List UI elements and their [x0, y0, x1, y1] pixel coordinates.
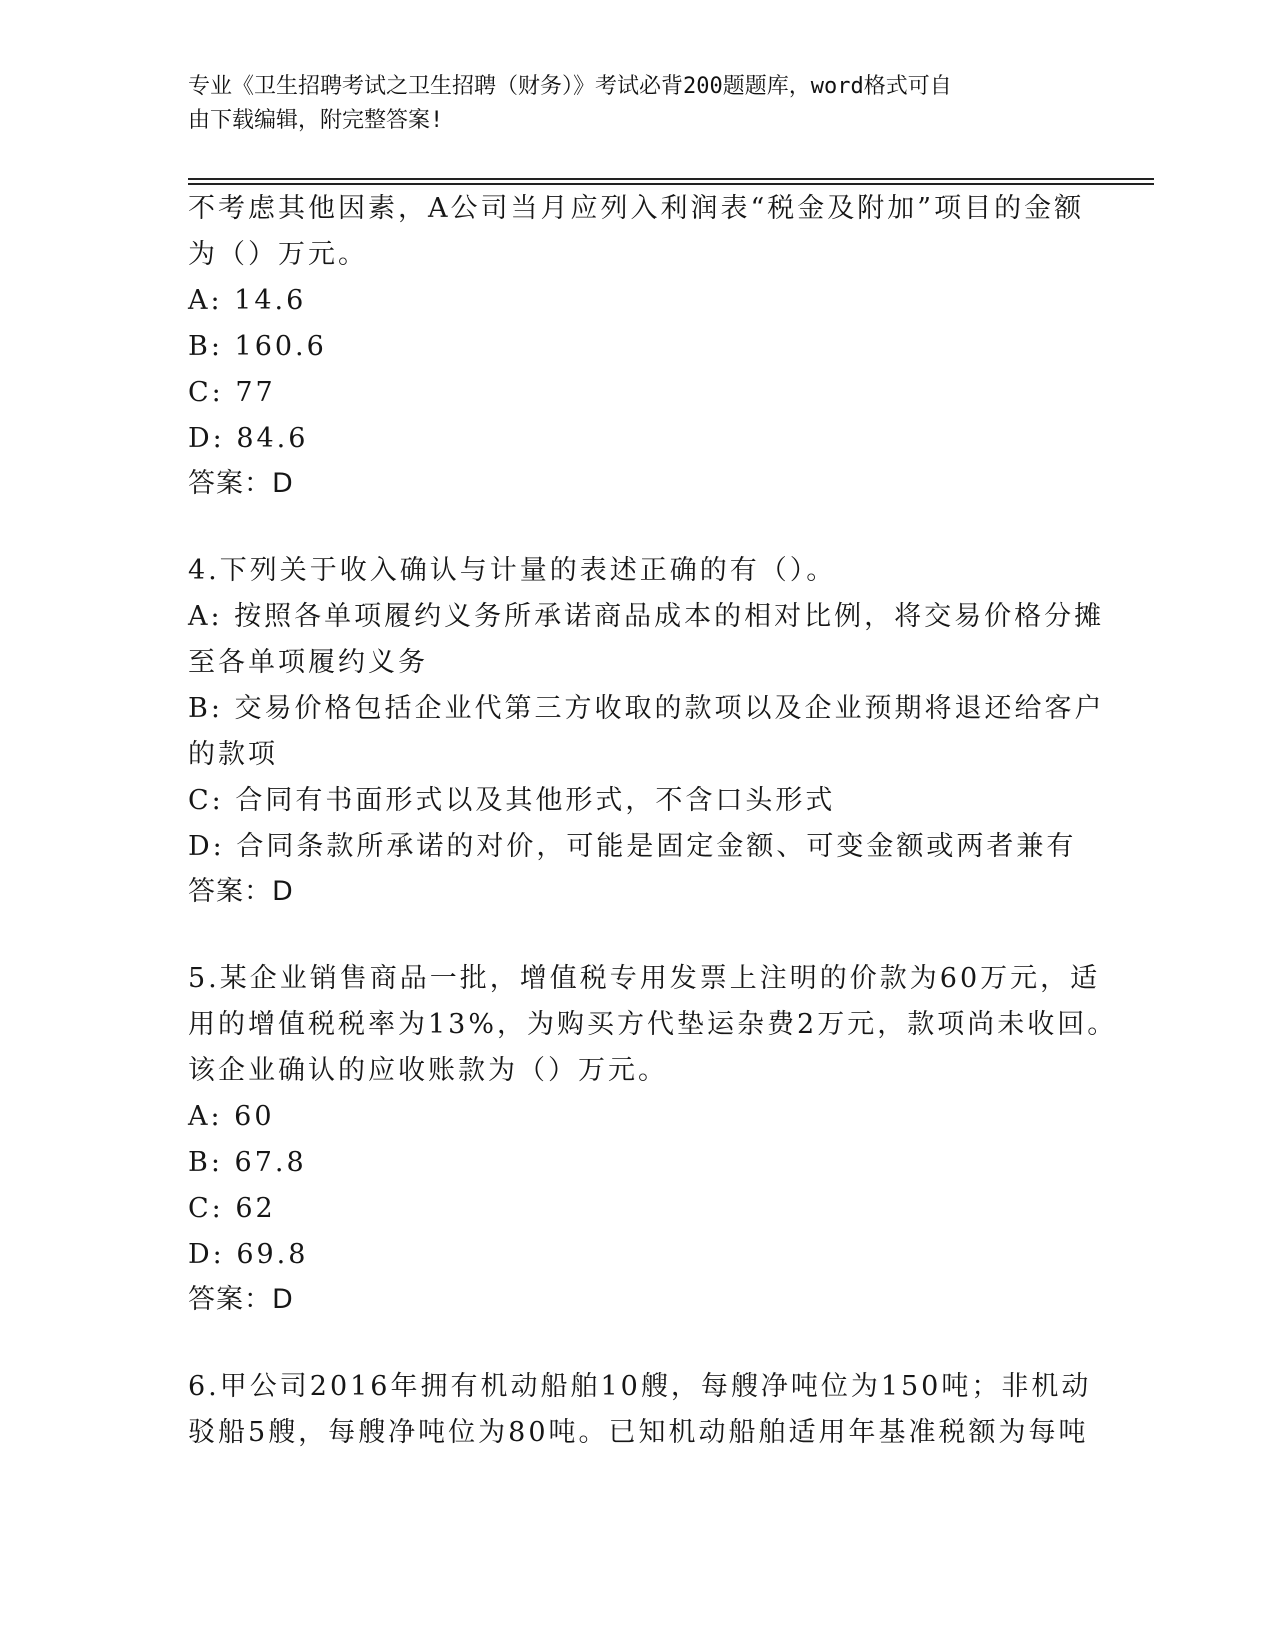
- option-a-continued: 至各单项履约义务: [188, 647, 428, 678]
- option-b: B: 67.8: [188, 1147, 307, 1178]
- spacer: [188, 506, 1088, 548]
- question-4: [188, 548, 1105, 914]
- option-b: B: 160.6: [188, 331, 327, 362]
- spacer: [188, 914, 1088, 956]
- document-body: [188, 186, 1118, 1456]
- question-stem-line: 为（）万元。: [188, 239, 368, 270]
- question-6: [188, 1364, 1092, 1456]
- option-d: D: 合同条款所承诺的对价，可能是固定金额、可变金额或两者兼有: [188, 831, 1077, 862]
- header-divider-bottom: [188, 183, 1154, 185]
- question-stem-line: 该企业确认的应收账款为（）万元。: [188, 1055, 668, 1086]
- option-d: D: 84.6: [188, 423, 309, 454]
- header-line-2: 由下载编辑，附完整答案!: [188, 108, 444, 133]
- option-d: D: 69.8: [188, 1239, 309, 1270]
- spacer: [188, 1322, 1088, 1364]
- question-stem-line: 4.下列关于收入确认与计量的表述正确的有（）。: [188, 555, 837, 586]
- answer: 答案：D: [188, 876, 294, 907]
- option-c: C: 62: [188, 1193, 276, 1224]
- document-header: [188, 70, 1068, 138]
- option-a: A: 14.6: [188, 285, 307, 316]
- question-5: [188, 956, 1118, 1322]
- question-stem-line: 驳船5艘，每艘净吨位为80吨。已知机动船舶适用年基准税额为每吨: [188, 1417, 1089, 1448]
- option-c: C: 77: [188, 377, 276, 408]
- answer: 答案：D: [188, 468, 294, 499]
- option-a: A: 按照各单项履约义务所承诺商品成本的相对比例，将交易价格分摊: [188, 601, 1105, 632]
- answer: 答案：D: [188, 1284, 294, 1315]
- option-a: A: 60: [188, 1101, 275, 1132]
- question-stem-line: 6.甲公司2016年拥有机动船舶10艘，每艘净吨位为150吨；非机动: [188, 1371, 1092, 1402]
- question-3: [188, 186, 1088, 506]
- option-b-continued: 的款项: [188, 739, 278, 770]
- question-stem-line: 5.某企业销售商品一批，增值税专用发票上注明的价款为60万元，适: [188, 963, 1101, 994]
- question-stem-line: 不考虑其他因素，A公司当月应列入利润表“税金及附加”项目的金额: [188, 193, 1085, 224]
- header-line-1: 专业《卫生招聘考试之卫生招聘（财务）》考试必背200题题库，word格式可自: [188, 74, 952, 99]
- question-stem-line: 用的增值税税率为13%，为购买方代垫运杂费2万元，款项尚未收回。: [188, 1009, 1118, 1040]
- header-divider-top: [188, 178, 1154, 180]
- option-c: C: 合同有书面形式以及其他形式，不含口头形式: [188, 785, 836, 816]
- option-b: B: 交易价格包括企业代第三方收取的款项以及企业预期将退还给客户: [188, 693, 1105, 724]
